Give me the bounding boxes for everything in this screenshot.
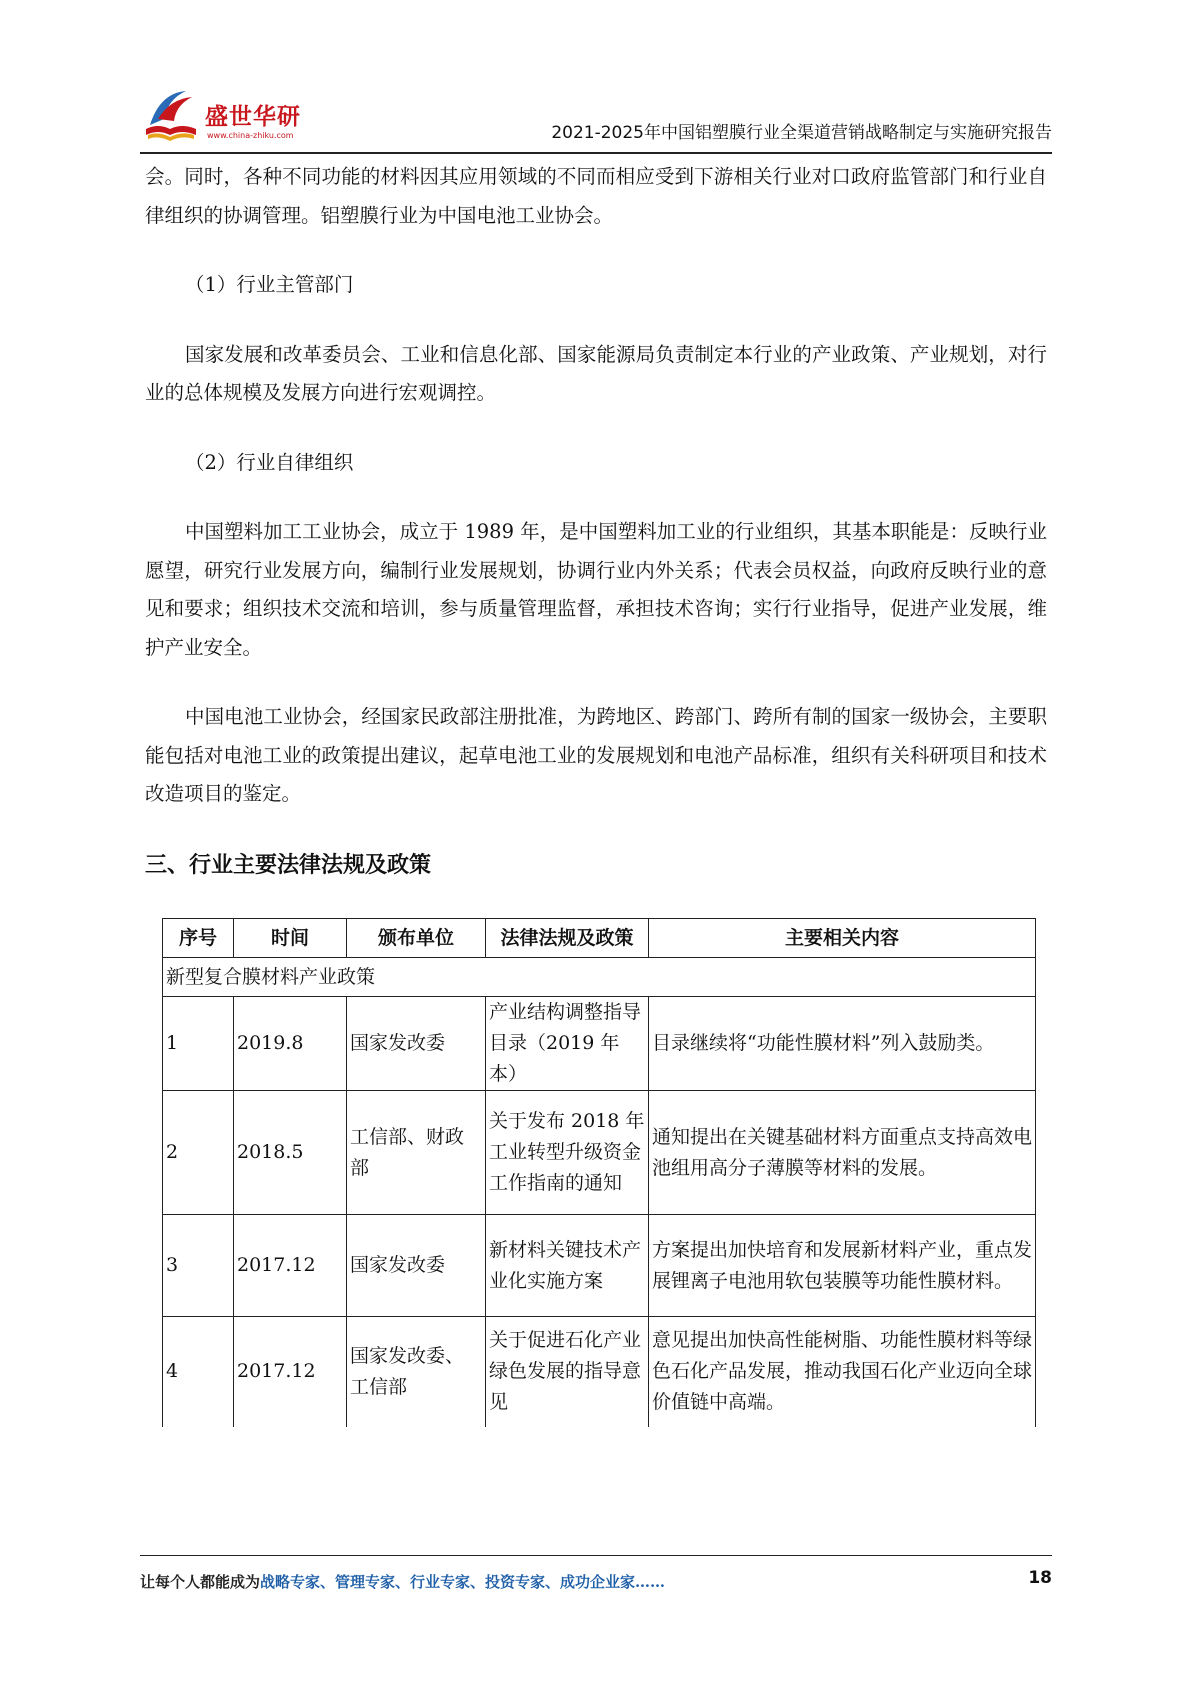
footer-slogan [140, 1571, 665, 1592]
row-no: 2 [163, 1091, 234, 1215]
header-date: 时间 [234, 919, 347, 958]
table-row [163, 997, 1036, 1091]
logo-book-icon [140, 85, 204, 149]
table-group-row [163, 958, 1036, 997]
table-row [163, 1317, 1036, 1427]
row-no: 1 [163, 997, 234, 1091]
subheading-authority: （1）行业主管部门 [185, 273, 354, 296]
row-no: 3 [163, 1215, 234, 1317]
page-number: 18 [1028, 1568, 1052, 1588]
row-no: 4 [163, 1317, 234, 1427]
row-content: 通知提出在关键基础材料方面重点支持高效电池组用高分子薄膜等材料的发展。 [649, 1091, 1036, 1215]
row-policy: 产业结构调整指导目录（2019 年本） [486, 997, 649, 1091]
group-label: 新型复合膜材料产业政策 [163, 958, 1036, 997]
body-text [145, 158, 1047, 814]
footer-highlight: 战略专家、管理专家、行业专家、投资专家、成功企业家…… [260, 1573, 666, 1591]
row-date: 2019.8 [234, 997, 347, 1091]
paragraph-battery-association: 中国电池工业协会，经国家民政部注册批准，为跨地区、跨部门、跨所有制的国家一级协会，主要职能包括对电池工业的政策提出建议，起草电池工业的发展规划和电池产品标准，组织有关科研项目和技术改造项目的鉴定。 [145, 705, 1047, 805]
table-row [163, 1215, 1036, 1317]
row-content: 意见提出加快高性能树脂、功能性膜材料等绿色石化产品发展，推动我国石化产业迈向全球价值链中高端。 [649, 1317, 1036, 1427]
paragraph-authority: 国家发展和改革委员会、工业和信息化部、国家能源局负责制定本行业的产业政策、产业规划，对行业的总体规模及发展方向进行宏观调控。 [145, 342, 1047, 404]
logo-text: 盛世华研 [205, 104, 301, 130]
row-date: 2018.5 [234, 1091, 347, 1215]
header-unit: 颁布单位 [347, 919, 486, 958]
section-title: 三、行业主要法律法规及政策 [145, 853, 432, 878]
row-policy: 关于发布 2018 年工业转型升级资金工作指南的通知 [486, 1091, 649, 1215]
row-unit: 工信部、财政部 [347, 1091, 486, 1215]
row-unit: 国家发改委、工信部 [347, 1317, 486, 1427]
row-content: 目录继续将“功能性膜材料”列入鼓励类。 [649, 997, 1036, 1091]
policy-table [162, 918, 1036, 1427]
row-date: 2017.12 [234, 1215, 347, 1317]
report-title: 2021-2025年中国铝塑膜行业全渠道营销战略制定与实施研究报告 [551, 123, 1052, 143]
table-header-row [163, 919, 1036, 958]
header-no: 序号 [163, 919, 234, 958]
row-policy: 新材料关键技术产业化实施方案 [486, 1215, 649, 1317]
paragraph-continued: 会。同时，各种不同功能的材料因其应用领域的不同而相应受到下游相关行业对口政府监管部门和行业自律组织的协调管理。铝塑膜行业为中国电池工业协会。 [145, 165, 1047, 227]
row-policy: 关于促进石化产业绿色发展的指导意见 [486, 1317, 649, 1427]
page-header [140, 75, 1052, 153]
row-date: 2017.12 [234, 1317, 347, 1427]
row-unit: 国家发改委 [347, 997, 486, 1091]
footer-divider [140, 1555, 1052, 1556]
header-policy: 法律法规及政策 [486, 919, 649, 958]
footer-prefix: 让每个人都能成为 [140, 1573, 261, 1591]
row-unit: 国家发改委 [347, 1215, 486, 1317]
paragraph-plastics-association: 中国塑料加工工业协会，成立于 1989 年，是中国塑料加工业的行业组织，其基本职能是：反映行业愿望，研究行业发展方向，编制行业发展规划，协调行业内外关系；代表会员权益，向政府反映行业的意见和要求；组织技术交流和培训，参与质量管理监督，承担技术咨询；实行行业指导，促进产业发展，维护产业安全。 [145, 520, 1047, 659]
company-logo [140, 85, 310, 149]
table-row [163, 1091, 1036, 1215]
header-content: 主要相关内容 [649, 919, 1036, 958]
subheading-self-regulation: （2）行业自律组织 [185, 450, 354, 474]
logo-url: www.china-zhiku.com [207, 131, 294, 140]
row-content: 方案提出加快培育和发展新材料产业，重点发展锂离子电池用软包装膜等功能性膜材料。 [649, 1215, 1036, 1317]
header-divider [140, 152, 1052, 154]
